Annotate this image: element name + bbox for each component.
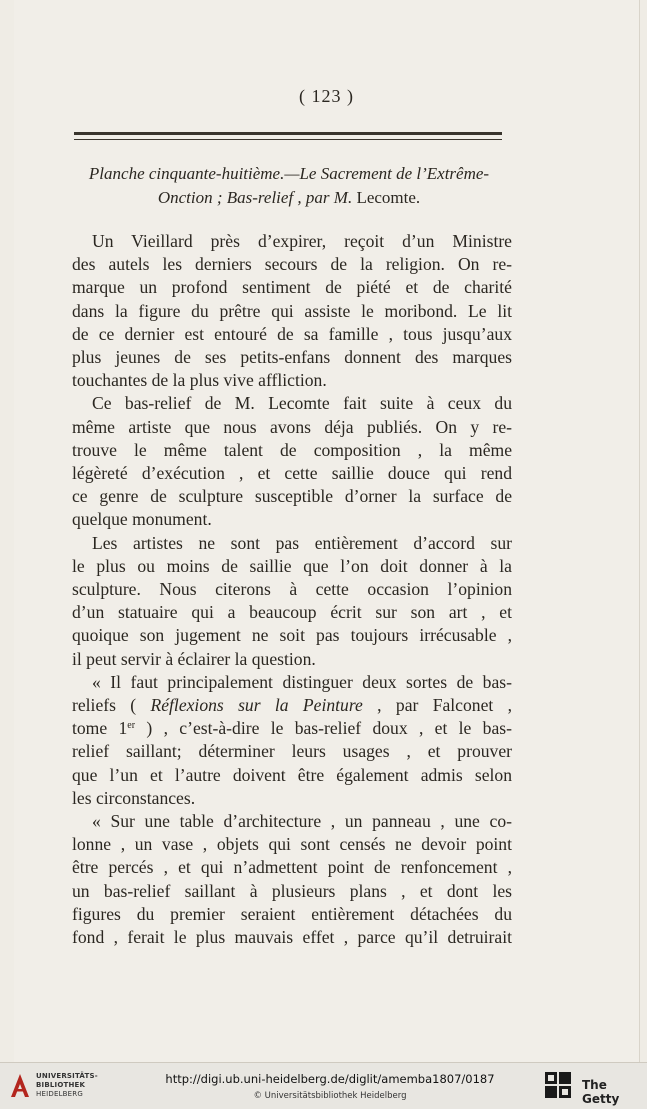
text-line: de ce dernier est entouré de sa famille , tous jusqu’aux [72,323,512,344]
title-rule-thin [74,139,502,140]
university-library-name: UNIVERSITÄTS- BIBLIOTHEK HEIDELBERG [36,1072,98,1098]
text-line: « Sur une table d’architecture , un panneau , une co- [92,811,512,832]
plate-title-line-2: Onction ; Bas-relief , par M. Lecomte. [157,188,421,207]
text-line: légèreté d’exécution , et cette saillie douce qui rend [72,463,512,484]
permalink-url[interactable]: http://digi.ub.uni-heidelberg.de/diglit/amemba1807/0187 [165,1072,495,1086]
text-line: le plus ou moins de saillie que l’on doit donner à la [72,555,512,576]
text-line: quelque monument. [72,509,212,530]
text-line: fond , ferait le plus mauvais effet , parce qu’il detruirait [72,927,512,948]
text-line: relief saillant; déterminer leurs usages , et prouver [72,741,512,762]
text-line: reliefs ( Réflexions sur la Peinture , par Falconet , [72,695,513,716]
text-line: lonne , un vase , objets qui sont censés ne devoir point [72,834,512,855]
text-line: que l’un et l’autre doivent être également admis selon [72,764,512,785]
text-line: ce genre de sculpture susceptible d’orner la surface de [72,486,512,507]
university-library-logo-icon[interactable] [8,1070,32,1100]
text-line: sculpture. Nous citerons à cette occasion l’opinion [72,579,512,600]
text-line: « Il faut principalement distinguer deux sortes de bas- [92,671,512,692]
getty-name: The Getty [582,1078,620,1106]
copyright-notice: © Universitätsbibliothek Heidelberg [253,1091,407,1101]
text-line: Les artistes ne sont pas entièrement d’accord sur [92,532,512,553]
text-line: dans la figure du prêtre qui assiste le moribond. Le lit [72,300,512,321]
getty-logo-icon[interactable] [544,1070,572,1100]
body-text [72,230,512,949]
plate-title-line-1: Planche cinquante-huitième.—Le Sacrement de l’Extrême- [88,164,490,183]
text-line: Un Vieillard près d’expirer, reçoit d’un Ministre [92,231,512,251]
text-line: tome 1er ) , c’est-à-dire le bas-relief doux , et le bas- [72,718,512,739]
title-rule-thick [74,132,502,135]
text-line: quoique son jugement ne soit pas toujours irrécusable , [72,625,512,646]
text-line: Ce bas-relief de M. Lecomte fait suite à ceux du [92,393,512,414]
text-line: d’un statuaire qui a beaucoup écrit sur son art , et [72,602,512,623]
text-line: les circonstances. [72,787,196,808]
plate-title [64,162,514,210]
text-line: même artiste que nous avons déja publiés. On y re- [72,416,512,437]
text-line: il peut servir à éclairer la question. [72,648,316,669]
text-line: plus jeunes de ses petits-enfans donnent des marques [72,347,512,368]
text-line: marque un profond sentiment de piété et de charité [72,277,512,298]
book-page [14,0,640,1062]
text-line: touchantes de la plus vive affliction. [72,370,327,391]
text-line: un bas-relief saillant à plusieurs plans , et dont les [72,880,512,901]
text-line: figures du premier seraient entièrement détachées du [72,903,512,924]
text-line: trouve le même talent de composition , la même [72,439,512,460]
text-line: des autels les derniers secours de la religion. On re- [72,254,512,275]
viewer-footer [0,1062,647,1109]
text-line: être percés , et qui n’admettent point de renfoncement , [72,857,512,878]
page-number: ( 123 ) [299,86,354,106]
